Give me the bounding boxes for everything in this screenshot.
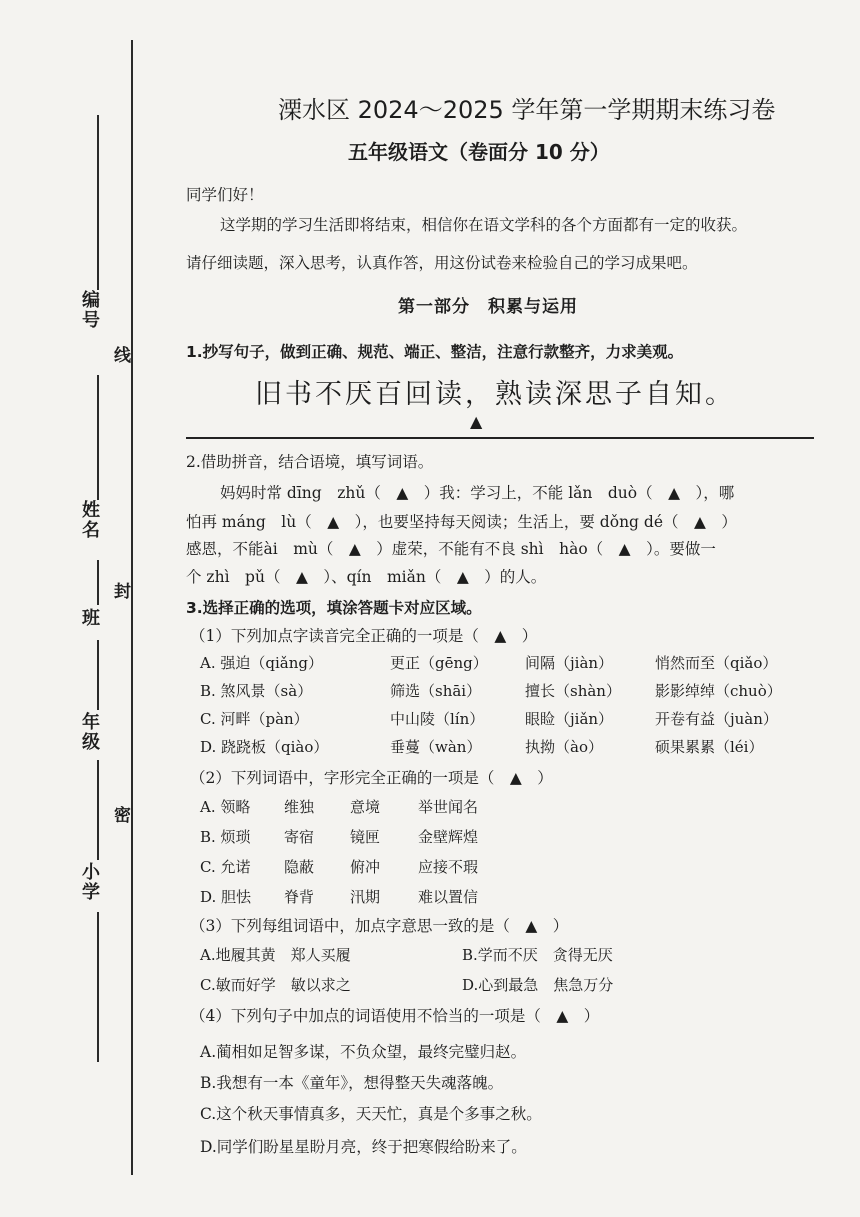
school-fill-line — [97, 760, 99, 860]
class-label: 班 — [79, 608, 100, 628]
q3-4-option-c: C.这个秋天事情真多，天天忙，真是个多事之秋。 — [200, 1105, 542, 1123]
option-cell: 汛期 — [350, 888, 381, 906]
option-cell: 中山陵（lín） — [390, 710, 485, 728]
option-cell: 镜匣 — [350, 828, 381, 846]
school-fill-line-lower — [97, 912, 99, 1062]
option-cell: 维独 — [284, 798, 315, 816]
option-cell: A.地履其黄 郑人买履 — [200, 946, 351, 964]
q2-line-3: 感恩，不能ài mù（ ▲ ）虚荣，不能有不良 shì hào（ ▲ ）。要做一 — [186, 540, 716, 558]
option-cell: 悄然而至（qiǎo） — [655, 654, 778, 672]
option-cell: 间隔（jiàn） — [525, 654, 614, 672]
option-cell: 擅长（shàn） — [525, 682, 621, 700]
school-label: 小学 — [79, 862, 100, 902]
option-cell: 脊背 — [284, 888, 315, 906]
q2-line-4: 个 zhì pǔ（ ▲ ）、qín miǎn（ ▲ ）的人。 — [186, 568, 547, 586]
option-cell: A. 领略 — [200, 798, 251, 816]
q3-4-option-a: A.蔺相如足智多谋，不负众望，最终完璧归赵。 — [200, 1043, 527, 1061]
q1-answer-line — [186, 437, 814, 439]
name-fill-line — [97, 375, 99, 500]
option-cell: 执拗（ào） — [525, 738, 603, 756]
intro-line-2: 请仔细读题，深入思考，认真作答，用这份试卷来检验自己的学习成果吧。 — [186, 254, 698, 272]
option-cell: 难以置信 — [418, 888, 479, 906]
binding-line — [131, 40, 133, 1175]
option-cell: D.心到最急 焦急万分 — [462, 976, 614, 994]
option-cell: 筛选（shāi） — [390, 682, 482, 700]
exam-subtitle: 五年级语文（卷面分 10 分） — [348, 140, 610, 164]
option-cell: 寄宿 — [284, 828, 315, 846]
option-cell: 影影绰绰（chuò） — [655, 682, 782, 700]
q1-prompt: 1.抄写句子，做到正确、规范、端正、整洁，注意行款整齐，力求美观。 — [186, 343, 684, 361]
q3-2-prompt: （2）下列词语中，字形完全正确的一项是（ ▲ ） — [190, 769, 553, 787]
grade-label: 年级 — [79, 712, 100, 752]
grade-fill-line — [97, 640, 99, 710]
seal-line-char: 线 — [110, 346, 130, 363]
greeting: 同学们好！ — [186, 186, 264, 204]
option-cell: B. 煞风景（sà） — [200, 682, 313, 700]
option-cell: B. 烦琐 — [200, 828, 251, 846]
section-heading: 第一部分 积累与运用 — [398, 297, 578, 317]
class-fill-line — [97, 560, 99, 605]
option-cell: 开卷有益（juàn） — [655, 710, 778, 728]
option-cell: D. 跷跷板（qiào） — [200, 738, 329, 756]
option-cell: 眼睑（jiǎn） — [525, 710, 614, 728]
q2-line-2: 怕再 máng lù（ ▲ ），也要坚持每天阅读；生活上，要 dǒng dé（ ▲ ） — [186, 513, 737, 531]
q3-4-option-d: D.同学们盼星星盼月亮，终于把寒假给盼来了。 — [200, 1138, 527, 1156]
option-cell: C. 允诺 — [200, 858, 251, 876]
option-cell: 硕果累累（léi） — [655, 738, 764, 756]
q3-1-prompt: （1）下列加点字读音完全正确的一项是（ ▲ ） — [190, 627, 538, 645]
q2-line-1: 妈妈时常 dīng zhǔ（ ▲ ）我：学习上，不能 lǎn duò（ ▲ ），哪 — [220, 484, 735, 502]
option-cell: B.学而不厌 贪得无厌 — [462, 946, 613, 964]
option-cell: A. 强迫（qiǎng） — [200, 654, 323, 672]
option-cell: 意境 — [350, 798, 381, 816]
option-cell: 更正（gēng） — [390, 654, 488, 672]
intro-line-1: 这学期的学习生活即将结束，相信你在语文学科的各个方面都有一定的收获。 — [220, 216, 748, 234]
number-label: 编号 — [79, 290, 100, 330]
q1-answer-marker: ▲ — [470, 412, 483, 431]
q3-4-option-b: B.我想有一本《童年》，想得整天失魂落魄。 — [200, 1074, 504, 1092]
q3-prompt: 3.选择正确的选项，填涂答题卡对应区域。 — [186, 599, 482, 617]
number-fill-line — [97, 115, 99, 290]
option-cell: 隐蔽 — [284, 858, 315, 876]
q3-4-prompt: （4）下列句子中加点的词语使用不恰当的一项是（ ▲ ） — [190, 1007, 600, 1025]
option-cell: 举世闻名 — [418, 798, 479, 816]
q1-model-sentence: 旧书不厌百回读，熟读深思子自知。 — [255, 379, 735, 410]
exam-title: 溧水区 2024～2025 学年第一学期期末练习卷 — [278, 96, 776, 124]
q3-3-prompt: （3）下列每组词语中，加点字意思一致的是（ ▲ ） — [190, 917, 569, 935]
option-cell: 应接不瑕 — [418, 858, 479, 876]
seal-feng-char: 封 — [110, 582, 130, 599]
option-cell: C.敏而好学 敏以求之 — [200, 976, 351, 994]
q2-prompt: 2.借助拼音，结合语境，填写词语。 — [186, 453, 434, 471]
option-cell: D. 胆怯 — [200, 888, 252, 906]
option-cell: C. 河畔（pàn） — [200, 710, 309, 728]
option-cell: 垂蔓（wàn） — [390, 738, 482, 756]
seal-mi-char: 密 — [110, 806, 130, 823]
option-cell: 金壁辉煌 — [418, 828, 479, 846]
option-cell: 俯冲 — [350, 858, 381, 876]
name-label: 姓名 — [79, 500, 100, 540]
